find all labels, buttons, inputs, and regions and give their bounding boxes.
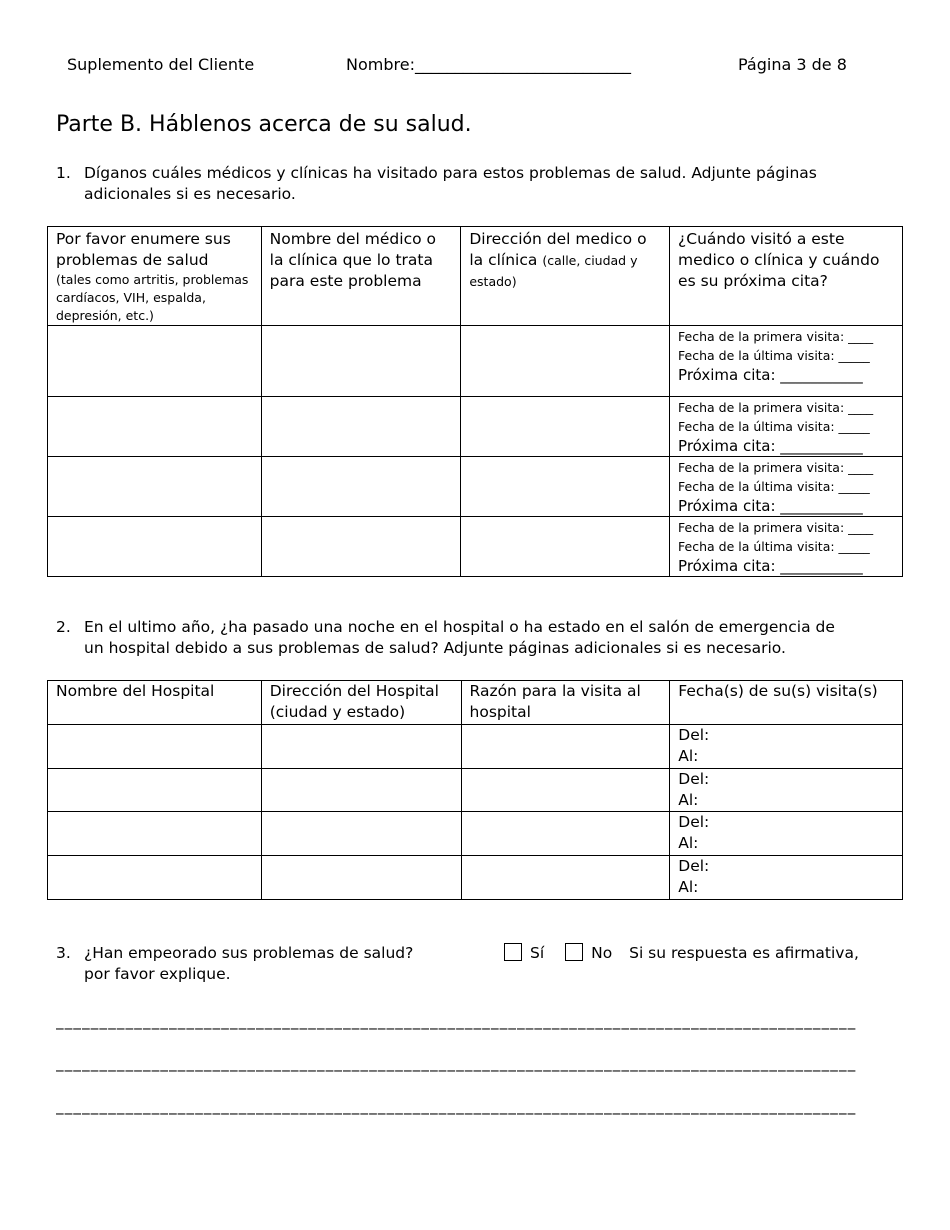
from-label: Del: (678, 813, 710, 831)
header-visit-dates: Fecha(s) de su(s) visita(s) (670, 681, 903, 725)
answer-line-2[interactable]: ____________________________________________________________________________________________ (56, 1054, 857, 1072)
table-row (48, 326, 903, 397)
if-yes-text: Si su respuesta es afirmativa, (629, 944, 859, 962)
to-label: Al: (678, 747, 699, 765)
doctor-cell[interactable] (261, 397, 461, 457)
doctor-cell[interactable] (261, 326, 461, 397)
visit-cell[interactable] (670, 326, 903, 397)
doctors-table (47, 226, 903, 577)
question-1 (56, 163, 916, 207)
first-visit-label: Fecha de la primera visita: ____ (678, 460, 874, 475)
doctor-cell[interactable] (261, 517, 461, 577)
to-label: Al: (678, 878, 699, 896)
problem-cell[interactable] (48, 326, 262, 397)
header-doctor-name: Nombre del médico o la clínica que lo trata para este problema (261, 227, 461, 326)
name-field[interactable]: Nombre:___________________________ (346, 55, 631, 74)
question-1-text-line2: adicionales si es necesario. (84, 185, 296, 203)
header-hospital-address: Dirección del Hospital (ciudad y estado) (261, 681, 461, 725)
address-cell[interactable] (461, 326, 670, 397)
hospital-address-cell[interactable] (261, 725, 461, 769)
header-visit-reason: Razón para la visita al hospital (461, 681, 670, 725)
hospital-address-cell[interactable] (261, 769, 461, 812)
question-3-text-line2: por favor explique. (84, 965, 231, 983)
table-row (48, 769, 903, 812)
table-row (48, 397, 903, 457)
last-visit-label: Fecha de la última visita: _____ (678, 348, 870, 363)
next-appointment-label: Próxima cita: ___________ (678, 497, 863, 515)
address-cell[interactable] (461, 397, 670, 457)
hospital-table-header (48, 681, 903, 725)
address-cell[interactable] (461, 457, 670, 517)
question-2-text-line1: En el ultimo año, ¿ha pasado una noche en el hospital o ha estado en el salón de emergencia de (84, 618, 835, 636)
visit-cell[interactable] (670, 397, 903, 457)
table-row (48, 725, 903, 769)
page-number: Página 3 de 8 (738, 55, 847, 74)
hospital-address-cell[interactable] (261, 812, 461, 856)
answer-line-3[interactable]: ____________________________________________________________________________________________ (56, 1097, 857, 1115)
doctors-table-header (48, 227, 903, 326)
from-label: Del: (678, 770, 710, 788)
header-doctor-address: Dirección del medico o la clínica (calle, ciudad y estado) (461, 227, 670, 326)
visit-dates-cell[interactable] (670, 769, 903, 812)
doctor-cell[interactable] (261, 457, 461, 517)
to-label: Al: (678, 834, 699, 852)
from-label: Del: (678, 726, 710, 744)
table-row (48, 457, 903, 517)
question-3-text-line1: ¿Han empeorado sus problemas de salud? (84, 944, 414, 962)
last-visit-label: Fecha de la última visita: _____ (678, 479, 870, 494)
first-visit-label: Fecha de la primera visita: ____ (678, 520, 874, 535)
last-visit-label: Fecha de la última visita: _____ (678, 419, 870, 434)
next-appointment-label: Próxima cita: ___________ (678, 437, 863, 455)
question-2 (56, 617, 916, 661)
visit-dates-cell[interactable] (670, 812, 903, 856)
visit-reason-cell[interactable] (461, 812, 670, 856)
problem-cell[interactable] (48, 457, 262, 517)
question-2-number: 2. (56, 618, 71, 636)
last-visit-label: Fecha de la última visita: _____ (678, 539, 870, 554)
next-appointment-label: Próxima cita: ___________ (678, 366, 863, 384)
no-checkbox[interactable] (565, 943, 583, 961)
visit-reason-cell[interactable] (461, 769, 670, 812)
answer-line-1[interactable]: ____________________________________________________________________________________________ (56, 1012, 857, 1030)
visit-cell[interactable] (670, 517, 903, 577)
header-hospital-name: Nombre del Hospital (48, 681, 262, 725)
header-visit-dates: ¿Cuándo visitó a este medico o clínica y cuándo es su próxima cita? (670, 227, 903, 326)
visit-dates-cell[interactable] (670, 725, 903, 769)
question-2-text-line2: un hospital debido a sus problemas de salud? Adjunte páginas adicionales si es necesario. (84, 639, 786, 657)
visit-reason-cell[interactable] (461, 725, 670, 769)
table-row (48, 812, 903, 856)
header-health-problems: Por favor enumere sus problemas de salud (tales como artritis, problemas cardíacos, VIH, espalda, depresión, etc.) (48, 227, 262, 326)
visit-reason-cell[interactable] (461, 856, 670, 900)
form-name: Suplemento del Cliente (67, 55, 255, 74)
yes-label: Sí (530, 944, 545, 962)
problem-cell[interactable] (48, 397, 262, 457)
to-label: Al: (678, 791, 699, 809)
hospital-name-cell[interactable] (48, 856, 262, 900)
hospital-table (47, 680, 903, 900)
next-appointment-label: Próxima cita: ___________ (678, 557, 863, 575)
problem-cell[interactable] (48, 517, 262, 577)
question-1-text-line1: Díganos cuáles médicos y clínicas ha visitado para estos problemas de salud. Adjunte páginas (84, 164, 817, 182)
table-row (48, 856, 903, 900)
hospital-name-cell[interactable] (48, 725, 262, 769)
yes-checkbox[interactable] (504, 943, 522, 961)
visit-dates-cell[interactable] (670, 856, 903, 900)
hospital-address-cell[interactable] (261, 856, 461, 900)
question-1-number: 1. (56, 164, 71, 182)
question-3-number: 3. (56, 944, 71, 962)
hospital-name-cell[interactable] (48, 769, 262, 812)
first-visit-label: Fecha de la primera visita: ____ (678, 329, 874, 344)
section-title: Parte B. Háblenos acerca de su salud. (56, 112, 472, 137)
visit-cell[interactable] (670, 457, 903, 517)
first-visit-label: Fecha de la primera visita: ____ (678, 400, 874, 415)
hospital-name-cell[interactable] (48, 812, 262, 856)
from-label: Del: (678, 857, 710, 875)
table-row (48, 517, 903, 577)
address-cell[interactable] (461, 517, 670, 577)
no-label: No (591, 944, 613, 962)
answer-options (504, 943, 859, 964)
